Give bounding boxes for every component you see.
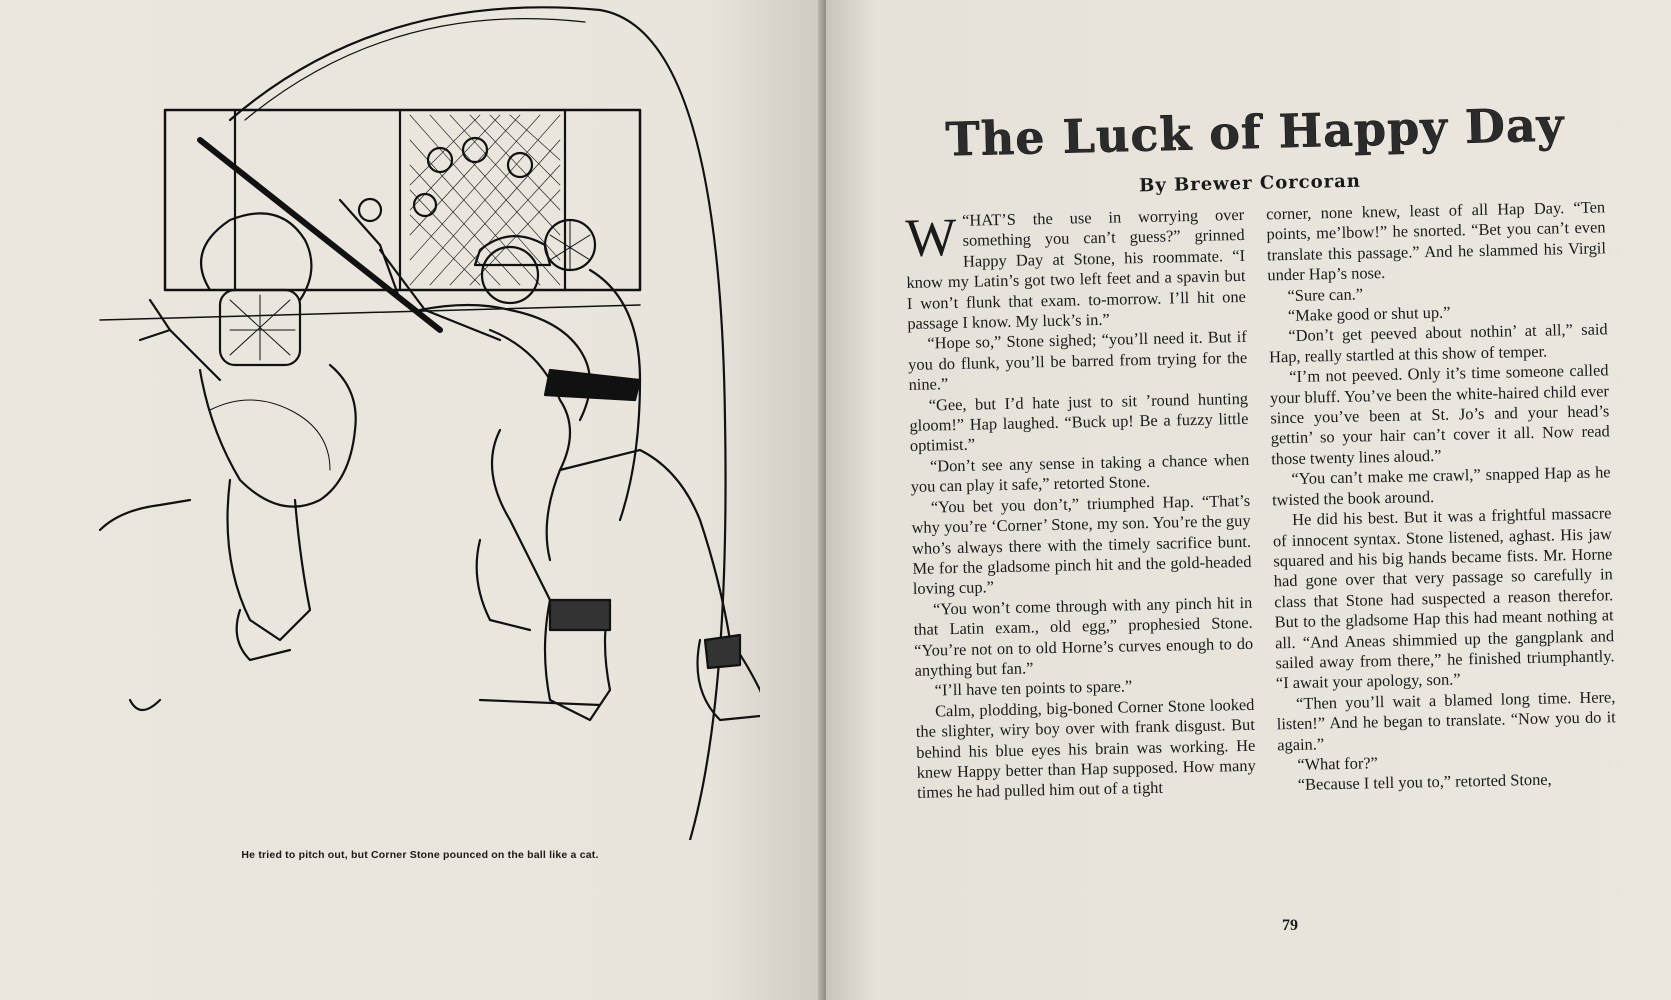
paragraph: “Sure can.” [1287,284,1364,305]
paragraph [905,205,1246,335]
text-column-1 [905,205,1256,804]
paragraph: “Because I tell you to,” retorted Stone, [1297,769,1552,795]
paragraph: “Then you’ll wait a blamed long time. Here, listen!” And he began to translate. “Now you do it again.” [1276,686,1616,754]
paragraph: He did his best. But it was a frightful massacre of innocent syntax. Stone listened, aghast. His jaw squared and his big hands became fists. Mr. Horne had gone over that very passage so carefully in class that Stone had suspected a reason therefor. But to the gladsome Hap this had meant nothing at all. “And Aneas shimmied up the gangplank and sailed away from there,” he finished triumphantly. “I await your apology, son.” [1272,503,1615,693]
baseball-drawing-icon [80,0,760,840]
drop-cap: W [904,206,958,268]
paragraph: “Don’t see any sense in taking a chance when you can play it safe,” retorted Stone. [910,449,1250,497]
baseball-illustration [80,0,760,840]
story-title: The Luck of Happy Day [944,97,1566,167]
paragraph: Calm, plodding, big-boned Corner Stone looked the slighter, wiry boy over with frank disgust. But behind his blue eyes his brain was working. He knew Happy better than Hap supposed. How many times he had pulled him out of a tight [915,694,1256,803]
illustration-caption: He tried to pitch out, but Corner Stone pounced on the ball like a cat. [241,849,599,861]
story-columns [905,197,1617,803]
paragraph: “Hope so,” Stone sighed; “you’ll need it. But if you do flunk, you’ll be barred from trying for the nine.” [907,327,1248,395]
paragraph: “I’ll have ten points to spare.” [934,676,1133,700]
left-page [0,0,826,1000]
paragraph: “I’m not peeved. Only it’s time someone called your bluff. You’ve been the white-haired child ever since you’ve been at St. Jo’s and your head’s gettin’ so your hair can’t cover it all. Now read those twenty lines aloud.” [1269,360,1610,469]
paragraph: “Make good or shut up.” [1287,302,1451,326]
paragraph: “Gee, but I’d hate just to sit ’round hunting gloom!” Hap laughed. “Buck up! Be a fuzzy little optimist.” [909,388,1249,456]
paragraph: “You won’t come through with any pinch hit in that Latin exam., old egg,” prophesied Stone. “You’re not on to old Horne’s curves enough to do anything but fan.” [913,592,1254,680]
paragraph: “What for?” [1297,753,1379,774]
paragraph: “Don’t get peeved about nothin’ at all,” said Hap, really startled at this show of temper. [1268,319,1608,367]
paragraph: “You can’t make me crawl,” snapped Hap as he twisted the book around. [1271,462,1611,510]
story-byline: By Brewer Corcoran [1138,170,1362,197]
text-column-2 [1266,197,1617,796]
paragraph: “You bet you don’t,” triumphed Hap. “That’s why you’re ‘Corner’ Stone, my son. You’re the guy who’s always there with the timely sacrifice bunt. Me for the gladsome pinch hit and the gold-headed loving cup.” [911,490,1252,599]
paragraph: corner, none knew, least of all Hap Day. “Ten points, me’lbow!” he snorted. “Bet you can’t even translate this passage.” And he slammed his Virgil under Hap’s nose. [1265,197,1607,285]
paragraph-text: “HAT’S the use in worrying over something you can’t guess?” grinned Happy Day at Stone, his roommate. “I know my Latin’s got two left feet and a spavin but I won’t flunk that exam. to-morrow. I’ll hit one passage I know. My luck’s in.” [906,204,1247,334]
page-number: 79 [1282,917,1298,934]
